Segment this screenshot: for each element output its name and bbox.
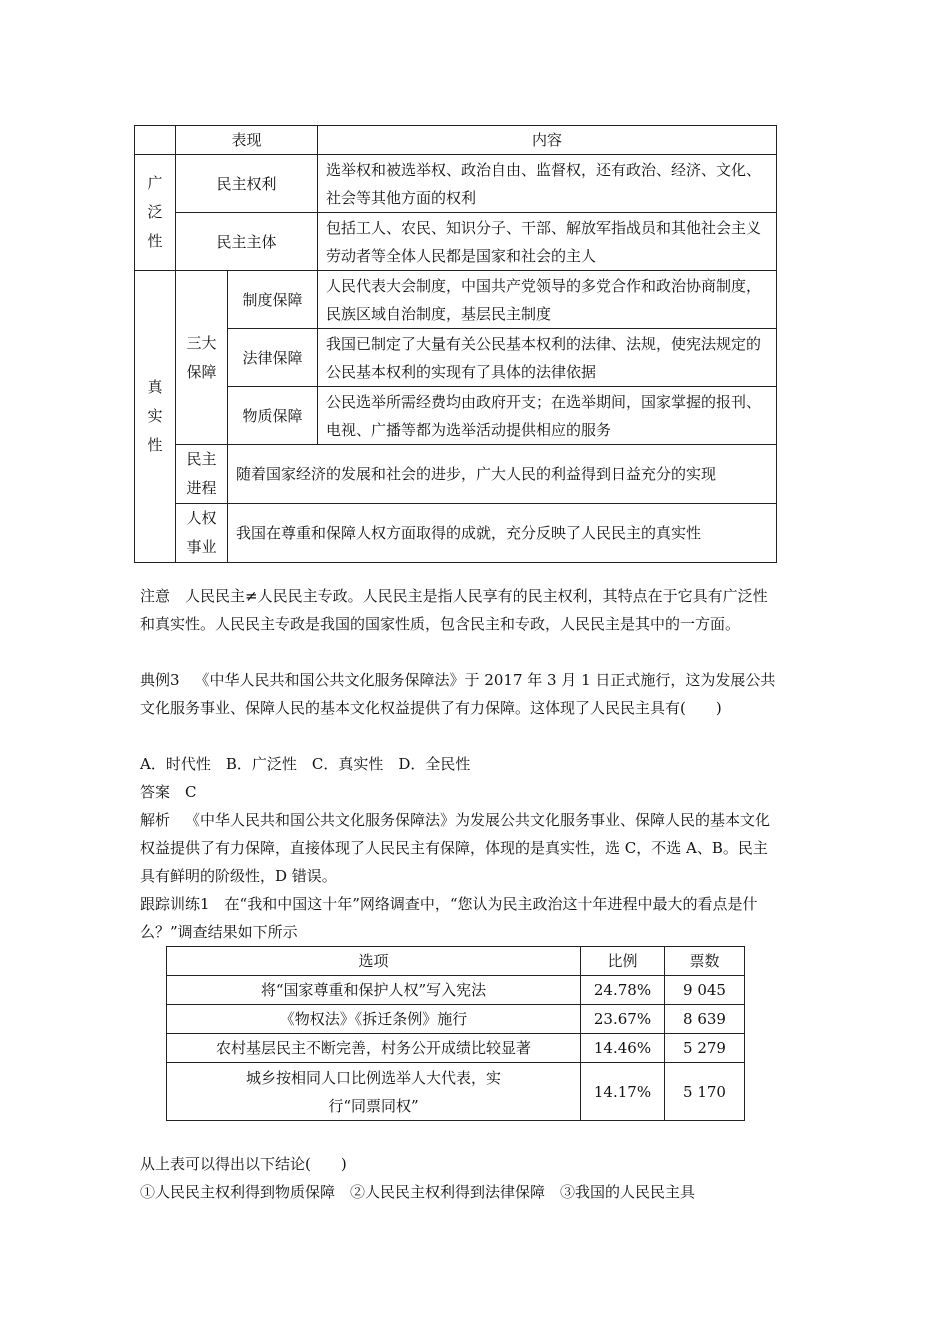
guarantee-name: 物质保障 [228, 387, 318, 445]
row-name: 民主权利 [176, 155, 318, 213]
option-cell: 城乡按相同人口比例选举人大代表，实行“同票同权” [167, 1063, 581, 1121]
header-show: 表现 [176, 126, 318, 155]
example-label: 典例3 [140, 671, 180, 689]
guarantee-name: 法律保障 [228, 329, 318, 387]
table-header-row [167, 947, 745, 976]
table-row [167, 1034, 745, 1063]
option-cell: 《物权法》《拆迁条例》施行 [167, 1005, 581, 1034]
table-row [167, 1063, 745, 1121]
table-row [135, 445, 777, 504]
header-votes: 票数 [665, 947, 745, 976]
table-row [135, 271, 777, 329]
conclusion-question: 从上表可以得出以下结论( ) [140, 1155, 347, 1173]
analysis-paragraph [140, 806, 780, 890]
answer-line [140, 778, 780, 806]
analysis-text: 《中华人民共和国公共文化服务保障法》为发展公共文化服务事业、保障人民的基本文化权益提供了有力保障，直接体现了人民民主有保障，体现的是真实性，选 C，不选 A、B。民主具有鲜明的阶级性，D 错误。 [140, 811, 771, 885]
democracy-features-table [134, 125, 777, 563]
header-content: 内容 [318, 126, 777, 155]
example-question [140, 666, 780, 722]
table-row [135, 504, 777, 563]
note-paragraph [140, 582, 780, 638]
votes-cell: 5 170 [665, 1063, 745, 1121]
row-name: 民主主体 [176, 213, 318, 271]
guarantee-content: 人民代表大会制度，中国共产党领导的多党合作和政治协商制度，民族区域自治制度，基层民主制度 [318, 271, 777, 329]
table-row [135, 329, 777, 387]
practice-intro: 在“我和中国这十年”网络调查中，“您认为民主政治这十年进程中最大的看点是什么？”调查结果如下所示 [140, 895, 758, 941]
answer-label: 答案 [140, 783, 171, 801]
group-label-reality: 真 实 性 [135, 271, 176, 563]
guarantee-content: 我国已制定了大量有关公民基本权利的法律、法规，使宪法规定的公民基本权利的实现有了具体的法律依据 [318, 329, 777, 387]
header-ratio: 比例 [581, 947, 665, 976]
survey-table [166, 946, 745, 1121]
group-label-breadth: 广 泛 性 [135, 155, 176, 271]
row-content: 随着国家经济的发展和社会的进步，广大人民的利益得到日益充分的实现 [228, 445, 777, 504]
ratio-cell: 24.78% [581, 976, 665, 1005]
ratio-cell: 14.46% [581, 1034, 665, 1063]
note-label: 注意 [140, 587, 171, 605]
table-row [167, 1005, 745, 1034]
option-cell: 农村基层民主不断完善，村务公开成绩比较显著 [167, 1034, 581, 1063]
note-text: 人民民主≠人民民主专政。人民民主是指人民享有的民主权利，其特点在于它具有广泛性和真实性。人民民主专政是我国的国家性质，包含民主和专政，人民民主是其中的一方面。 [140, 587, 768, 633]
guarantee-name: 制度保障 [228, 271, 318, 329]
guarantee-content: 公民选举所需经费均由政府开支；在选举期间，国家掌握的报刊、电视、广播等都为选举活动提供相应的服务 [318, 387, 777, 445]
ratio-cell: 14.17% [581, 1063, 665, 1121]
conclusion-options: ①人民民主权利得到物质保障 ②人民民主权利得到法律保障 ③我国的人民民主具 [140, 1183, 696, 1201]
table-row [167, 976, 745, 1005]
votes-cell: 9 045 [665, 976, 745, 1005]
practice-paragraph [140, 890, 780, 946]
ratio-cell: 23.67% [581, 1005, 665, 1034]
example-options: A．时代性 B．广泛性 C．真实性 D．全民性 [140, 755, 471, 773]
row-content: 我国在尊重和保障人权方面取得的成就，充分反映了人民民主的真实性 [228, 504, 777, 563]
example-question-text: 《中华人民共和国公共文化服务保障法》于 2017 年 3 月 1 日正式施行，这为发展公共文化服务事业、保障人民的基本文化权益提供了有力保障。这体现了人民民主具有( ) [140, 671, 776, 717]
table-row [135, 155, 777, 213]
row-name: 人权 事业 [176, 504, 228, 563]
sub-label-three-guarantees: 三大 保障 [176, 271, 228, 445]
table-header-row [135, 126, 777, 155]
analysis-label: 解析 [140, 811, 171, 829]
table-row [135, 387, 777, 445]
table-row [135, 213, 777, 271]
row-content: 包括工人、农民、知识分子、干部、解放军指战员和其他社会主义劳动者等全体人民都是国家和社会的主人 [318, 213, 777, 271]
row-content: 选举权和被选举权、政治自由、监督权，还有政治、经济、文化、社会等其他方面的权利 [318, 155, 777, 213]
header-option: 选项 [167, 947, 581, 976]
table-corner-cell [135, 126, 176, 155]
practice-label: 跟踪训练1 [140, 895, 210, 913]
row-name: 民主 进程 [176, 445, 228, 504]
votes-cell: 5 279 [665, 1034, 745, 1063]
answer-value: C [185, 783, 197, 801]
votes-cell: 8 639 [665, 1005, 745, 1034]
option-cell: 将“国家尊重和保护人权”写入宪法 [167, 976, 581, 1005]
